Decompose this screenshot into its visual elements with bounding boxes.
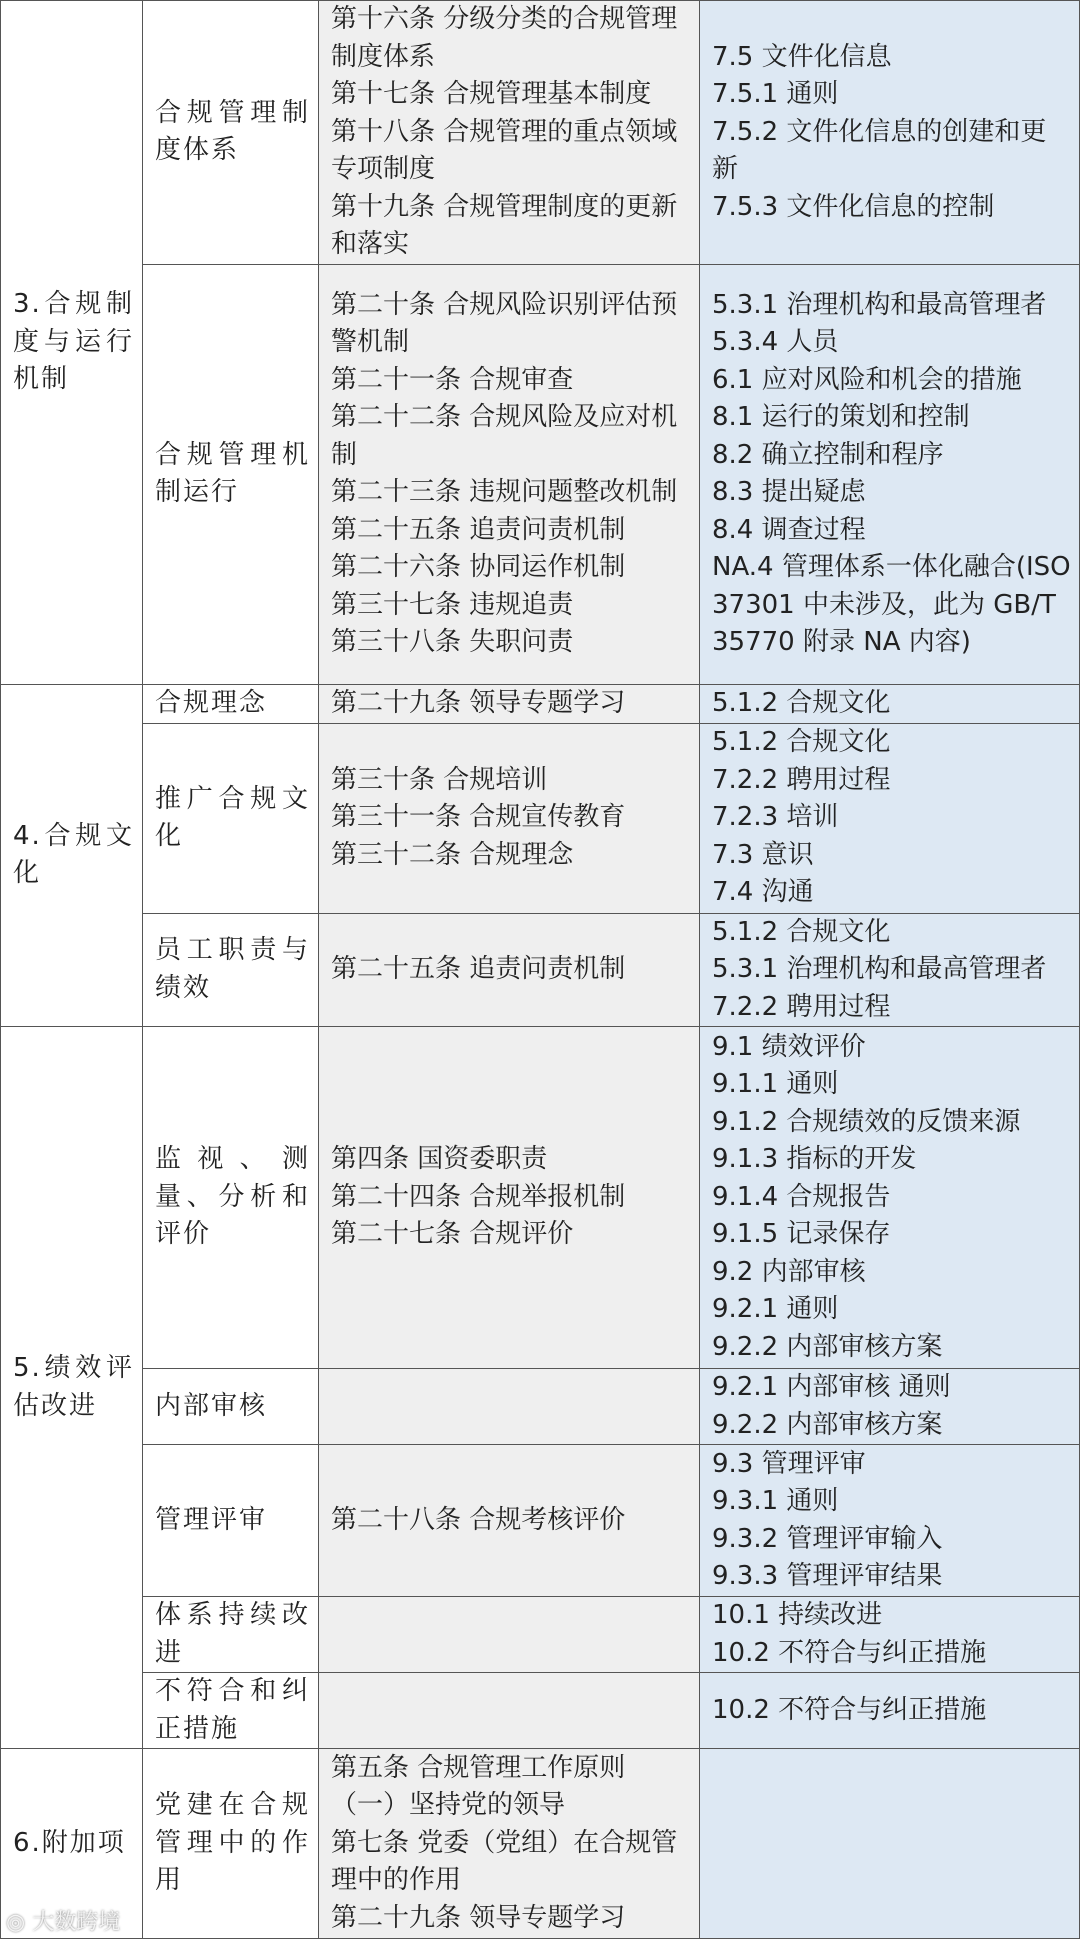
regulation-article: 第三十七条 违规追责 <box>331 589 574 620</box>
table-row <box>1 1445 1080 1597</box>
regulation-article: 第四条 国资委职责 <box>331 1144 548 1175</box>
iso-clause-cell <box>700 1749 1080 1939</box>
iso-clause: 9.1.4 合规报告 <box>712 1181 891 1212</box>
iso-clause: NA.4 管理体系一体化融合(ISO 37301 中未涉及，此为 GB/T 35770 附录 NA 内容) <box>712 552 1071 657</box>
table-row <box>1 1749 1080 1939</box>
table-row <box>1 723 1080 913</box>
category-cell: 4.合规文化 <box>1 684 143 1027</box>
iso-clause: 10.2 不符合与纠正措施 <box>712 1694 987 1725</box>
subcategory-cell: 合规理念 <box>143 684 319 723</box>
watermark-logo-icon: ◎ <box>6 1910 33 1935</box>
iso-clause: 5.1.2 合规文化 <box>712 687 891 718</box>
iso-clause: 9.2 内部审核 <box>712 1256 866 1287</box>
iso-clause: 6.1 应对风险和机会的措施 <box>712 364 1022 395</box>
regulation-article: 第十九条 合规管理制度的更新和落实 <box>331 191 678 259</box>
iso-clause: 8.4 调查过程 <box>712 514 866 545</box>
iso-clause-cell <box>700 1 1080 265</box>
iso-clause: 8.2 确立控制和程序 <box>712 439 944 470</box>
iso-clause: 8.3 提出疑虑 <box>712 477 866 507</box>
iso-clause: 5.3.1 治理机构和最高管理者 <box>712 954 1047 984</box>
iso-clause: 9.3.3 管理评审结果 <box>712 1561 943 1591</box>
iso-clause: 9.3 管理评审 <box>712 1448 866 1479</box>
iso-clause: 9.3.1 通则 <box>712 1486 839 1516</box>
regulation-cell <box>319 913 700 1027</box>
regulation-cell <box>319 1597 700 1673</box>
regulation-article: 第三十条 合规培训 <box>331 764 548 795</box>
regulation-cell <box>319 1369 700 1445</box>
regulation-cell <box>319 1445 700 1597</box>
iso-clause: 9.3.2 管理评审输入 <box>712 1523 943 1554</box>
subcategory-cell: 内部审核 <box>143 1369 319 1445</box>
table-row <box>1 684 1080 723</box>
iso-clause: 10.1 持续改进 <box>712 1600 883 1630</box>
table-row <box>1 913 1080 1027</box>
iso-clause: 5.1.2 合规文化 <box>712 727 891 758</box>
table-row <box>1 264 1080 684</box>
iso-clause: 9.1.2 合规绩效的反馈来源 <box>712 1106 1021 1137</box>
regulation-article: 第二十六条 协同运作机制 <box>331 552 626 582</box>
subcategory-cell: 合规管理机制运行 <box>143 264 319 684</box>
regulation-article: 第二十四条 合规举报机制 <box>331 1181 626 1212</box>
regulation-article: 第二十五条 追责问责机制 <box>331 514 626 545</box>
iso-clause-cell <box>700 264 1080 684</box>
iso-clause: 9.1 绩效评价 <box>712 1031 866 1062</box>
regulation-cell <box>319 1 700 265</box>
iso-clause: 7.2.2 聘用过程 <box>712 764 891 795</box>
subcategory-cell: 推广合规文化 <box>143 723 319 913</box>
iso-clause-cell <box>700 1673 1080 1749</box>
subcategory-cell: 管理评审 <box>143 1445 319 1597</box>
iso-clause: 7.4 沟通 <box>712 877 814 908</box>
regulation-article: 第二十五条 追责问责机制 <box>331 954 626 984</box>
iso-clause: 9.2.1 通则 <box>712 1294 839 1325</box>
regulation-cell <box>319 723 700 913</box>
subcategory-cell: 员工职责与绩效 <box>143 913 319 1027</box>
iso-clause-cell <box>700 1369 1080 1445</box>
subcategory-cell: 监视、测量、分析和评价 <box>143 1027 319 1369</box>
iso-clause: 9.2.1 内部审核 通则 <box>712 1372 951 1402</box>
iso-clause-cell <box>700 1027 1080 1369</box>
iso-clause: 7.3 意识 <box>712 839 814 870</box>
regulation-cell <box>319 1749 700 1939</box>
regulation-cell <box>319 684 700 723</box>
regulation-article: 第十七条 合规管理基本制度 <box>331 79 652 109</box>
regulation-article: （一）坚持党的领导 <box>331 1790 566 1821</box>
iso-clause-cell <box>700 684 1080 723</box>
iso-clause: 8.1 运行的策划和控制 <box>712 402 970 432</box>
iso-clause-cell <box>700 913 1080 1027</box>
iso-clause: 5.3.4 人员 <box>712 327 839 357</box>
iso-clause: 5.3.1 治理机构和最高管理者 <box>712 289 1047 320</box>
watermark <box>6 1905 120 1936</box>
regulation-article: 第七条 党委（党组）在合规管理中的作用 <box>331 1827 678 1896</box>
table-row <box>1 1673 1080 1749</box>
iso-clause-cell <box>700 723 1080 913</box>
regulation-article: 第十六条 分级分类的合规管理制度体系 <box>331 4 678 72</box>
iso-clause: 7.5 文件化信息 <box>712 41 892 72</box>
table-row <box>1 1027 1080 1369</box>
regulation-article: 第三十八条 失职问责 <box>331 627 574 657</box>
regulation-cell <box>319 1673 700 1749</box>
regulation-article: 第二十九条 领导专题学习 <box>331 1902 626 1933</box>
regulation-cell <box>319 264 700 684</box>
iso-clause-cell <box>700 1597 1080 1673</box>
iso-clause: 7.5.2 文件化信息的创建和更新 <box>712 116 1047 184</box>
table-row <box>1 1 1080 265</box>
subcategory-cell: 体系持续改进 <box>143 1597 319 1673</box>
regulation-article: 第三十一条 合规宣传教育 <box>331 802 626 833</box>
category-cell: 3.合规制度与运行机制 <box>1 1 143 685</box>
regulation-article: 第五条 合规管理工作原则 <box>331 1752 626 1783</box>
category-cell: 5.绩效评估改进 <box>1 1027 143 1749</box>
regulation-article: 第二十二条 合规风险及应对机制 <box>331 402 678 470</box>
subcategory-cell: 不符合和纠正措施 <box>143 1673 319 1749</box>
regulation-article: 第二十七条 合规评价 <box>331 1219 574 1250</box>
regulation-cell <box>319 1027 700 1369</box>
subcategory-cell: 党建在合规管理中的作用 <box>143 1749 319 1939</box>
regulation-article: 第十八条 合规管理的重点领域专项制度 <box>331 116 678 184</box>
iso-clause: 7.5.1 通则 <box>712 79 839 109</box>
iso-clause: 10.2 不符合与纠正措施 <box>712 1637 987 1668</box>
iso-clause: 5.1.2 合规文化 <box>712 916 891 947</box>
category-cell: 6.附加项 <box>1 1749 143 1939</box>
iso-clause: 9.2.2 内部审核方案 <box>712 1409 943 1440</box>
regulation-article: 第二十条 合规风险识别评估预警机制 <box>331 289 678 357</box>
regulation-article: 第二十三条 违规问题整改机制 <box>331 477 678 507</box>
iso-clause: 9.2.2 内部审核方案 <box>712 1331 943 1362</box>
iso-clause-cell <box>700 1445 1080 1597</box>
table-row <box>1 1369 1080 1445</box>
iso-clause: 7.2.3 培训 <box>712 802 839 833</box>
subcategory-cell: 合规管理制度体系 <box>143 1 319 265</box>
regulation-article: 第三十二条 合规理念 <box>331 839 574 870</box>
iso-clause: 9.1.5 记录保存 <box>712 1219 891 1250</box>
regulation-article: 第二十一条 合规审查 <box>331 364 574 395</box>
iso-clause: 9.1.3 指标的开发 <box>712 1144 917 1175</box>
regulation-article: 第二十九条 领导专题学习 <box>331 687 626 718</box>
regulation-article: 第二十八条 合规考核评价 <box>331 1504 626 1535</box>
iso-clause: 9.1.1 通则 <box>712 1069 839 1100</box>
watermark-text: 大数跨境 <box>32 1910 121 1935</box>
iso-clause: 7.2.2 聘用过程 <box>712 991 891 1022</box>
iso-clause: 7.5.3 文件化信息的控制 <box>712 191 995 222</box>
table-row <box>1 1597 1080 1673</box>
